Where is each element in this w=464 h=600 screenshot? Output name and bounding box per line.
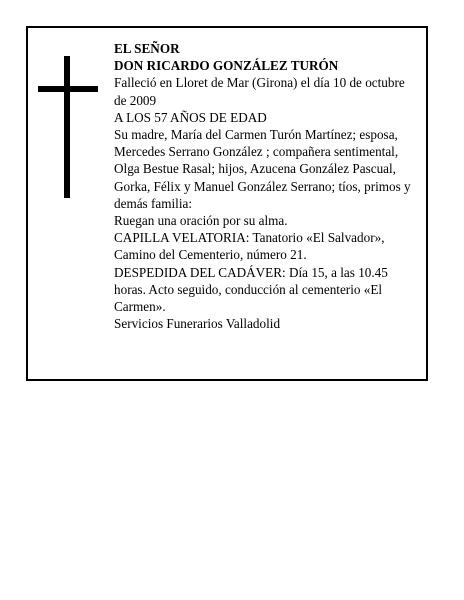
title-honorific: EL SEÑOR [114,41,180,56]
cross-icon [38,56,98,198]
cross-horizontal-bar [38,86,98,92]
obituary-notice [26,26,428,381]
farewell-info: DESPEDIDA DEL CADÁVER: Día 15, a las 10.45 horas. Acto seguido, conducción al cementerio «El Carmen». [114,264,388,315]
age-line: A LOS 57 AÑOS DE EDAD [114,109,267,125]
prayer-request: Ruegan una oración por su alma. [114,213,288,229]
family-list: Su madre, María del Carmen Turón Martínez; esposa, Mercedes Serrano González ; compañera sentimental, Olga Bestue Rasal; hijos, Azucena González Pascual, Gorka, Félix y Manuel González Serrano; tíos, primos y demás familia: [114,127,411,211]
funeral-services: Servicios Funerarios Valladolid [114,316,281,332]
chapel-info: CAPILLA VELATORIA: Tanatorio «El Salvador», Camino del Cementerio, número 21. [114,230,385,263]
cross-vertical-bar [64,56,70,198]
deceased-name: DON RICARDO GONZÁLEZ TURÓN [114,58,339,74]
notice-text [114,40,420,332]
death-info: Falleció en Lloret de Mar (Girona) el día 10 de octubre de 2009 [114,75,405,108]
